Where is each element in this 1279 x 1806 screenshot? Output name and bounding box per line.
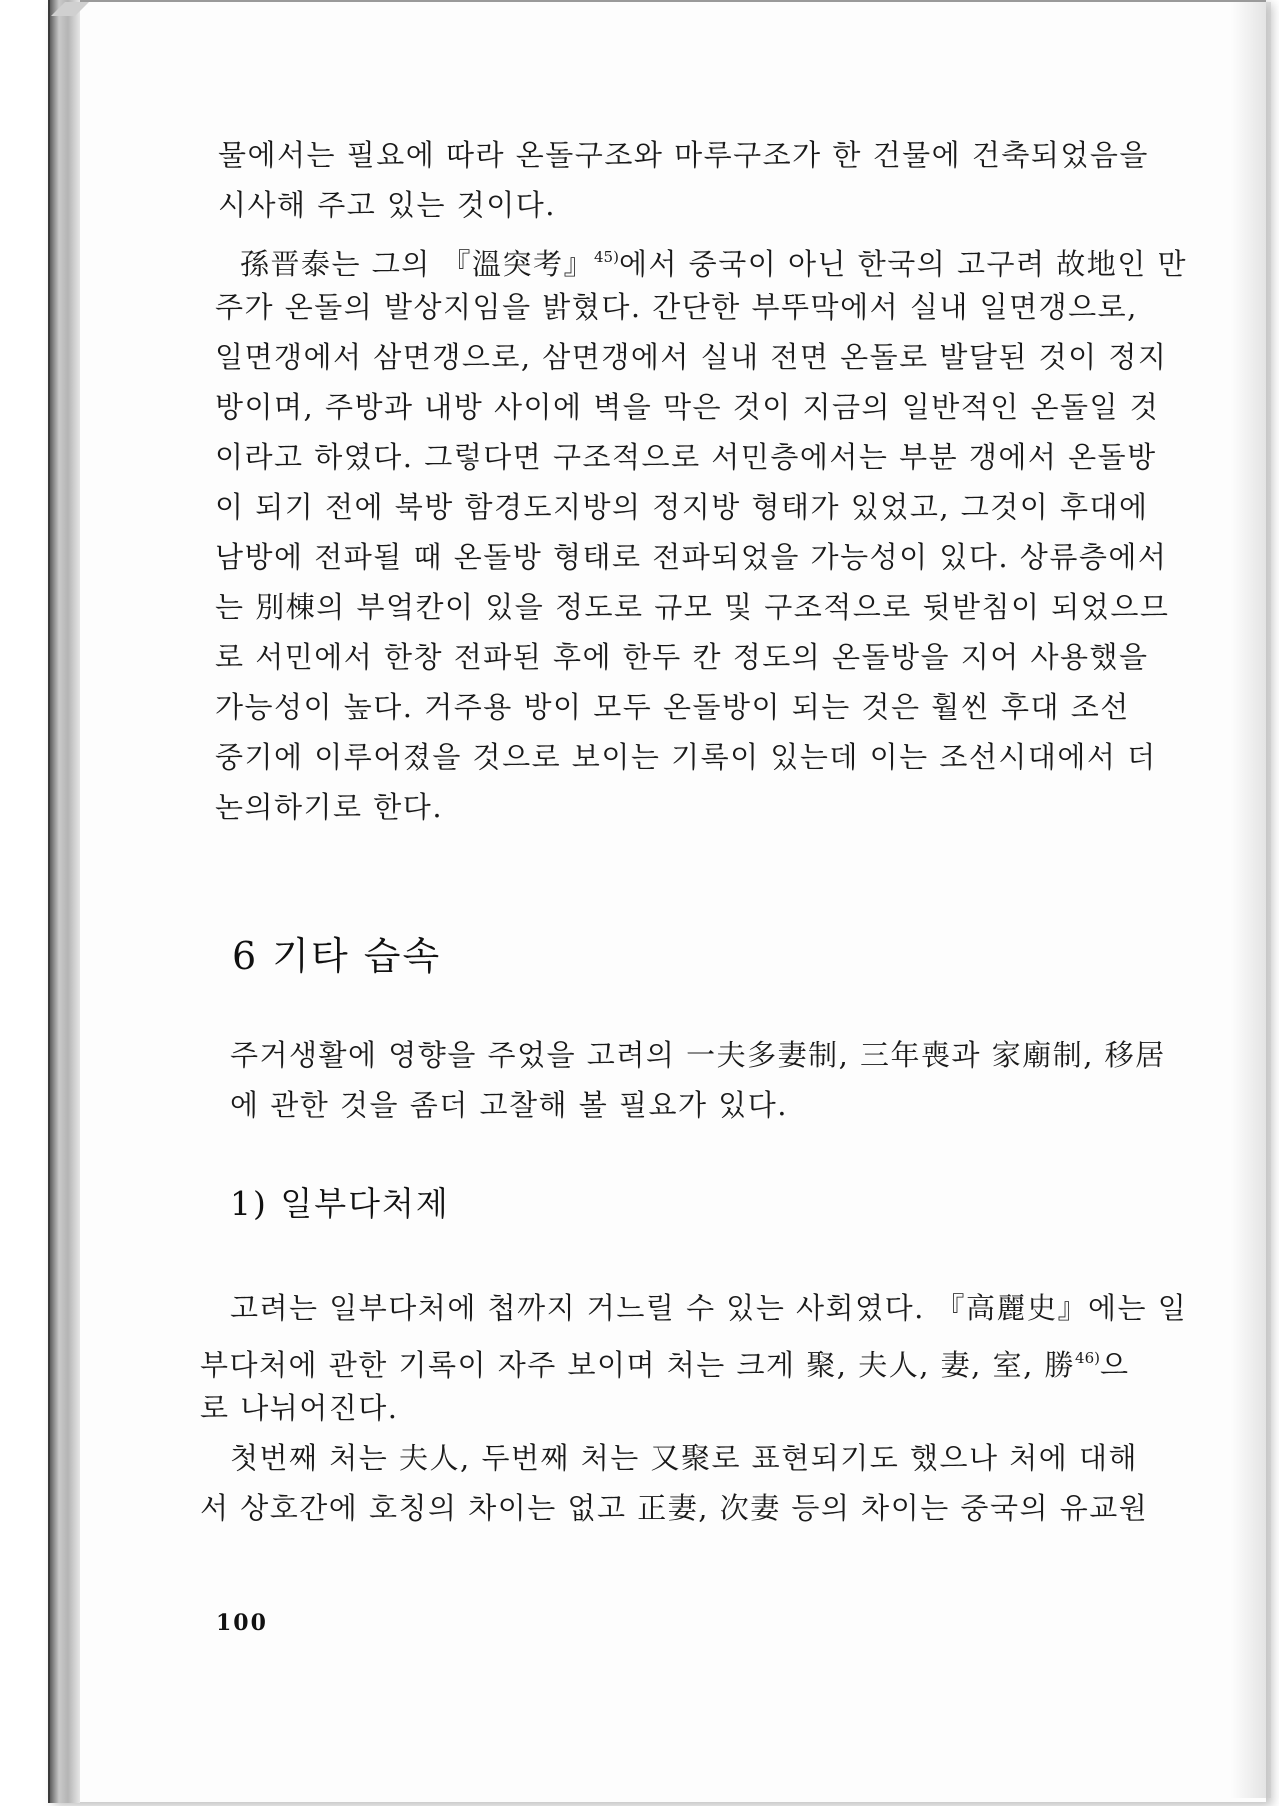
text-line: 논의하기로 한다. (215, 790, 444, 824)
text-line: 이라고 하였다. 그렇다면 구조적으로 서민층에서는 부분 갱에서 온돌방 (215, 440, 1157, 474)
text-line: 서 상호간에 호칭의 차이는 없고 正妻, 次妻 등의 차이는 중국의 유교원 (200, 1491, 1149, 1525)
text-line: 물에서는 필요에 따라 온돌구조와 마루구조가 한 건물에 건축되었음을 (218, 138, 1149, 172)
text-line: 에 관한 것을 좀더 고찰해 볼 필요가 있다. (230, 1088, 788, 1122)
page-number: 100 (216, 1610, 268, 1636)
text-segment: 孫晋泰는 그의 『溫突考』 (240, 247, 594, 281)
text-segment: 으 (1099, 1348, 1130, 1382)
book-binding-edge (48, 0, 80, 1803)
text-line: 로 서민에서 한창 전파된 후에 한두 칸 정도의 온돌방을 지어 사용했을 (215, 640, 1149, 674)
text-line: 중기에 이루어졌을 것으로 보이는 기록이 있는데 이는 조선시대에서 더 (215, 740, 1157, 774)
text-line (200, 1333, 1130, 1383)
text-line: 주거생활에 영향을 주었을 고려의 一夫多妻制, 三年喪과 家廟制, 移居 (230, 1038, 1166, 1072)
text-line: 이 되기 전에 북방 함경도지방의 정지방 형태가 있었고, 그것이 후대에 (215, 490, 1149, 524)
text-line (240, 232, 1187, 282)
text-line: 가능성이 높다. 거주용 방이 모두 온돌방이 되는 것은 훨씬 후대 조선 (215, 690, 1130, 724)
text-line: 로 나뉘어진다. (200, 1391, 399, 1425)
text-line: 주가 온돌의 발상지임을 밝혔다. 간단한 부뚜막에서 실내 일면갱으로, (215, 290, 1138, 324)
text-line: 첫번째 처는 夫人, 두번째 처는 又聚로 표현되기도 했으나 처에 대해 (230, 1441, 1139, 1475)
text-line: 는 別棟의 부엌칸이 있을 정도로 규모 및 구조적으로 뒷받침이 되었으므 (215, 590, 1170, 624)
footnote-ref-45: 45) (593, 248, 619, 266)
text-segment: 부다처에 관한 기록이 자주 보이며 처는 크게 聚, 夫人, 妻, 室, 勝 (200, 1348, 1076, 1382)
subsection-heading: 1) 일부다처제 (230, 1184, 450, 1223)
footnote-ref-46: 46) (1075, 1349, 1100, 1367)
section-heading: 6 기타 습속 (232, 934, 442, 978)
text-line: 고려는 일부다처에 첩까지 거느릴 수 있는 사회였다. 『高麗史』에는 일 (230, 1291, 1188, 1325)
text-line: 남방에 전파될 때 온돌방 형태로 전파되었을 가능성이 있다. 상류층에서 (215, 540, 1168, 574)
text-line: 시사해 주고 있는 것이다. (218, 188, 557, 222)
page-shadow (1231, 2, 1271, 1798)
text-line: 방이며, 주방과 내방 사이에 벽을 막은 것이 지금의 일반적인 온돌일 것 (215, 390, 1160, 424)
text-line: 일면갱에서 삼면갱으로, 삼면갱에서 실내 전면 온돌로 발달된 것이 정지 (215, 340, 1168, 374)
text-segment: 에서 중국이 아닌 한국의 고구려 故地인 만 (618, 247, 1187, 281)
